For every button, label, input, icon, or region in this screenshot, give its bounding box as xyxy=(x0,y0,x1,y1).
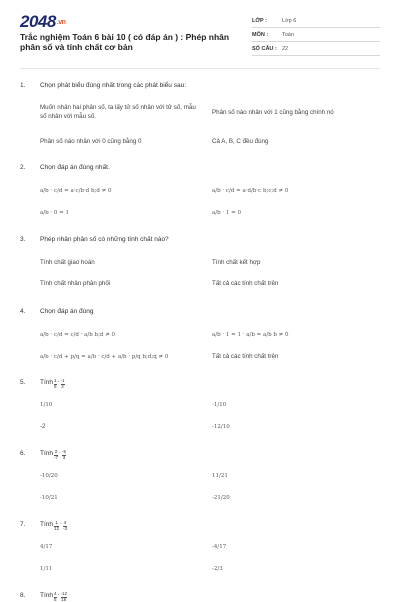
option-b[interactable]: -1/10 xyxy=(212,402,227,408)
question-text: Chọn đáp án đúng nhất. xyxy=(40,164,110,171)
question-stem: 7. Tính $\frac{1}{12}$ · $\frac{4}{-3}$ xyxy=(20,520,68,531)
option-b[interactable]: 11/21 xyxy=(212,473,228,479)
question-number: 4. xyxy=(20,308,26,315)
question-text: Phép nhân phân số có những tính chất nào? xyxy=(40,236,169,243)
question-5 xyxy=(20,378,382,430)
logo-text: 2048 xyxy=(20,12,56,31)
option-a[interactable]: Muốn nhân hai phân số, ta lấy tử số nhân với tử số, mẫu số nhân với mẫu số. xyxy=(40,104,196,120)
option-d[interactable]: Cả A, B, C đều đúng xyxy=(212,138,269,145)
meta-row-grade xyxy=(252,14,380,28)
header-divider xyxy=(20,68,380,69)
option-d[interactable]: Tất cả các tính chất trên xyxy=(212,353,279,360)
question-stem xyxy=(20,164,382,174)
option-b[interactable]: a/b · 1 = 1 · a/b = a/b b ≠ 0 xyxy=(212,332,289,338)
option-c[interactable]: -10/21 xyxy=(40,495,58,501)
question-number: 2. xyxy=(20,164,26,171)
expr-fraction: $\frac{1}{12}$ xyxy=(54,520,60,531)
question-text: Tính xyxy=(40,521,54,528)
meta-row-count xyxy=(252,42,380,56)
question-stem xyxy=(20,236,382,246)
meta-key: SỐ CÂU : xyxy=(252,45,277,52)
question-stem xyxy=(20,308,382,318)
option-d[interactable]: Tất cả các tính chất trên xyxy=(212,280,279,287)
meta-value: 22 xyxy=(282,45,289,52)
option-c[interactable]: 1/11 xyxy=(40,566,53,572)
question-6 xyxy=(20,449,382,501)
question-number: 5. xyxy=(20,379,26,386)
option-a[interactable]: 1/10 xyxy=(40,402,53,408)
option-a[interactable]: -10/20 xyxy=(40,473,58,479)
question-number: 1. xyxy=(20,82,26,89)
option-c[interactable]: Tính chất nhân phân phối xyxy=(40,280,111,287)
question-text: Tính xyxy=(40,592,54,599)
option-c[interactable]: a/b · 0 = 1 xyxy=(40,210,70,216)
option-c[interactable]: Phân số nào nhân với 0 cũng bằng 0 xyxy=(40,138,142,145)
question-1 xyxy=(20,82,382,145)
option-a[interactable]: a/b · c/d = c/d · a/b b;d ≠ 0 xyxy=(40,332,116,338)
question-3 xyxy=(20,236,382,287)
meta-value: Lớp 6 xyxy=(282,17,297,24)
site-logo[interactable] xyxy=(20,12,65,32)
option-c[interactable]: a/b · c/d + p/q = a/b · c/d + a/b · p/q b;d;q ≠ 0 xyxy=(40,354,169,360)
meta-key: LỚP : xyxy=(252,17,267,24)
question-stem: 8. Tính $\frac{4}{5}$ · $\frac{-12}{16}$ xyxy=(20,591,68,602)
meta-table xyxy=(252,14,380,56)
expr-fraction: $\frac{-5}{3}$ xyxy=(62,449,67,460)
expr-fraction: $\frac{-12}{16}$ xyxy=(60,591,68,602)
question-2 xyxy=(20,164,382,216)
question-stem: 5. Tính $\frac{1}{5}$ · $\frac{-1}{2}$ xyxy=(20,378,65,389)
option-b[interactable]: Tính chất kết hợp xyxy=(212,259,261,266)
question-text: Tính xyxy=(40,450,54,457)
expr-fraction: $\frac{4}{5}$ xyxy=(54,591,57,602)
option-d[interactable]: -12/10 xyxy=(212,424,230,430)
expr-fraction: $\frac{1}{5}$ xyxy=(54,378,57,389)
meta-row-subject xyxy=(252,28,380,42)
meta-key: MÔN : xyxy=(252,31,269,38)
page-title: Trắc nghiệm Toán 6 bài 10 ( có đáp án ) : Phép nhân phân số và tính chất cơ bản xyxy=(20,32,230,52)
option-b[interactable]: -4/17 xyxy=(212,544,227,550)
question-stem: 6. Tính $\frac{2}{-7}$ · $\frac{-5}{3}$ xyxy=(20,449,67,460)
expr-fraction: $\frac{-1}{2}$ xyxy=(60,378,65,389)
question-text: Chọn phát biểu đúng nhất trong các phát biểu sau: xyxy=(40,82,186,89)
expr-fraction: $\frac{2}{-7}$ xyxy=(54,449,59,460)
option-a[interactable]: Tính chất giao hoán xyxy=(40,259,95,266)
option-d[interactable]: a/b · 1 = 0 xyxy=(212,210,242,216)
option-b[interactable]: Phân số nào nhân với 1 cũng bằng chính nó xyxy=(212,109,334,116)
expr-fraction: $\frac{4}{-3}$ xyxy=(63,520,68,531)
question-number: 3. xyxy=(20,236,26,243)
question-number: 8. xyxy=(20,592,26,599)
meta-value: Toán xyxy=(282,31,294,38)
option-a[interactable]: a/b · c/d = a·c/b·d b;d ≠ 0 xyxy=(40,188,112,194)
option-a[interactable]: 4/17 xyxy=(40,544,53,550)
question-4 xyxy=(20,308,382,360)
logo-suffix: .vn xyxy=(56,19,66,27)
question-stem xyxy=(20,82,382,92)
question-number: 7. xyxy=(20,521,26,528)
option-d[interactable]: -2/3 xyxy=(212,566,223,572)
question-number: 6. xyxy=(20,450,26,457)
question-8 xyxy=(20,592,382,602)
option-d[interactable]: -21/20 xyxy=(212,495,230,501)
option-b[interactable]: a/b · c/d = a·d/b·c b;c;d ≠ 0 xyxy=(212,188,289,194)
option-c[interactable]: -2 xyxy=(40,423,46,430)
question-7 xyxy=(20,520,382,572)
question-text: Chọn đáp án đúng xyxy=(40,308,94,315)
question-text: Tính xyxy=(40,379,54,386)
